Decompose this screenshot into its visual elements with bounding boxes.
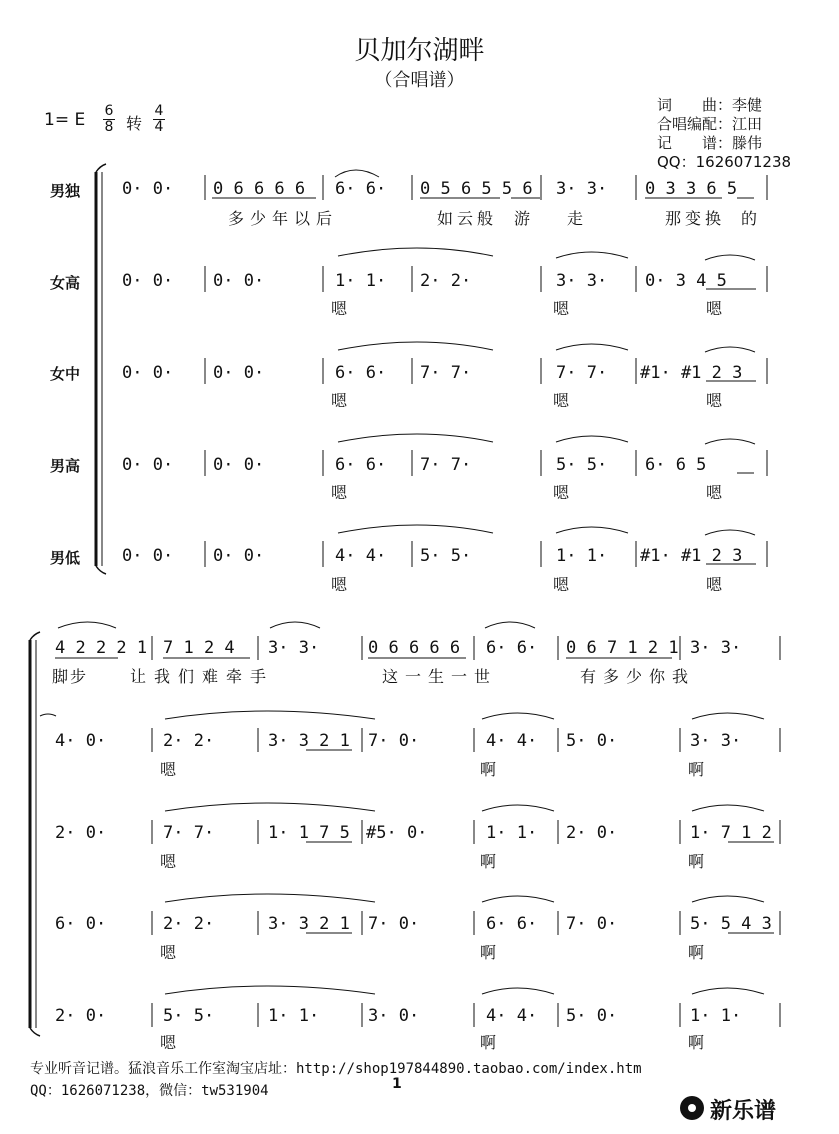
measure: 1· 1· xyxy=(486,823,538,843)
lyric: 嗯 xyxy=(331,575,348,594)
part-label: 女中 xyxy=(50,365,81,383)
lyric: 嗯 xyxy=(706,299,723,318)
measure: 0· 0· xyxy=(213,455,265,475)
measure: 5· 5· xyxy=(556,455,608,475)
measure: 0 6 6 6 6 xyxy=(213,179,306,199)
measure: 0· 0· xyxy=(213,546,265,566)
measure: 7· 7· xyxy=(556,363,608,383)
meter2-top: 4 xyxy=(154,103,164,119)
measure: 0· 3 4 5 xyxy=(645,271,727,291)
measure: 0· 0· xyxy=(122,271,174,291)
song-subtitle: （合唱谱） xyxy=(374,70,465,91)
measure: #1· #1 2 3 xyxy=(640,546,743,566)
lyric: 啊 xyxy=(688,943,705,962)
measure: 0 3 3 6 5 xyxy=(645,179,738,199)
measure: 2· 2· xyxy=(420,271,472,291)
measure: 1· 1 7 5 xyxy=(268,823,350,843)
lyric: 啊 xyxy=(480,852,497,871)
measure: 0· 0· xyxy=(122,455,174,475)
lyric: 嗯 xyxy=(553,575,570,594)
credit-line: 合唱编配：江田 xyxy=(657,115,763,133)
measure: 5· 5· xyxy=(420,546,472,566)
lyric: 啊 xyxy=(688,760,705,779)
measure: 0· 0· xyxy=(213,271,265,291)
measure: 5· 0· xyxy=(566,731,618,751)
measure: 5· 5 4 3 xyxy=(690,914,772,934)
lyric: 那变换 xyxy=(665,209,726,228)
measure: 7· 7· xyxy=(420,455,472,475)
lyric: 嗯 xyxy=(160,1033,177,1052)
lyric: 嗯 xyxy=(160,760,177,779)
measure: 1· 1· xyxy=(268,1006,320,1026)
lyric: 嗯 xyxy=(160,943,177,962)
measure: 6· 6· xyxy=(486,914,538,934)
lyric: 有多少你我 xyxy=(580,667,696,686)
measure: 6· 0· xyxy=(55,914,107,934)
measure: 7· 0· xyxy=(368,731,420,751)
measure: 2· 0· xyxy=(55,1006,107,1026)
measure: 1· 1· xyxy=(690,1006,742,1026)
measure: 7 1 2 4 xyxy=(163,638,235,658)
measure: 3· 3· xyxy=(690,731,742,751)
key-signature: 1= E xyxy=(44,110,86,130)
part-label: 男独 xyxy=(50,182,81,200)
measure: 4· 0· xyxy=(55,731,107,751)
lyric: 嗯 xyxy=(160,852,177,871)
meter2-bottom: 4 xyxy=(154,119,164,135)
measure: 1· 1· xyxy=(556,546,608,566)
credit-line: 词 曲：李健 xyxy=(657,96,763,114)
measure: 5· 0· xyxy=(566,1006,618,1026)
music-disc-icon xyxy=(680,1096,704,1120)
lyric: 的 xyxy=(741,209,758,228)
measure: 4· 4· xyxy=(486,1006,538,1026)
lyric: 嗯 xyxy=(706,575,723,594)
lyric: 嗯 xyxy=(553,483,570,502)
measure: 5· 5· xyxy=(163,1006,215,1026)
measure: 6· 6· xyxy=(335,179,387,199)
measure: 7· 0· xyxy=(566,914,618,934)
measure: 1· 7 1 2 xyxy=(690,823,772,843)
part-label: 男低 xyxy=(50,549,81,567)
measure: 2· 2· xyxy=(163,914,215,934)
footer-contact: QQ：1626071238，微信：tw531904 xyxy=(30,1083,269,1099)
measure: 4· 4· xyxy=(486,731,538,751)
meter-change-label: 转 xyxy=(126,114,143,133)
lyric: 啊 xyxy=(480,943,497,962)
measure: 3· 3· xyxy=(268,638,320,658)
measure: 3· 3· xyxy=(556,271,608,291)
brand-logo xyxy=(710,1094,776,1125)
lyric: 走 xyxy=(567,209,584,228)
lyric: 嗯 xyxy=(331,391,348,410)
measure: 3· 3 2 1 xyxy=(268,914,350,934)
meter1-bottom: 8 xyxy=(104,119,114,135)
lyric: 多少年以后 xyxy=(228,209,339,228)
measure: 6· 6· xyxy=(335,455,387,475)
lyric: 如云般 xyxy=(437,209,498,228)
measure: 2· 0· xyxy=(55,823,107,843)
lyric: 啊 xyxy=(480,1033,497,1052)
measure: 7· 7· xyxy=(163,823,215,843)
measure: 6· 6· xyxy=(486,638,538,658)
measure: 0· 0· xyxy=(122,179,174,199)
measure: 0 6 6 6 6 xyxy=(368,638,461,658)
measure: 4 2 2 2 1 xyxy=(55,638,148,658)
lyric: 啊 xyxy=(480,760,497,779)
measure: 6· 6 5 xyxy=(645,455,707,475)
measure: 4· 4· xyxy=(335,546,387,566)
lyric: 这一生一世 xyxy=(382,667,498,686)
measure: 0· 0· xyxy=(122,363,174,383)
page-number: 1 xyxy=(392,1076,402,1092)
lyric: 啊 xyxy=(688,852,705,871)
lyric: 嗯 xyxy=(331,483,348,502)
measure: 2· 0· xyxy=(566,823,618,843)
lyric: 嗯 xyxy=(553,391,570,410)
part-label: 女高 xyxy=(50,274,81,292)
part-label: 男高 xyxy=(50,457,81,475)
measure: 0· 0· xyxy=(122,546,174,566)
lyric: 嗯 xyxy=(706,391,723,410)
measure: 0 6 7 1 2 1 xyxy=(566,638,679,658)
meter1-top: 6 xyxy=(104,103,114,119)
measure: 0· 0· xyxy=(213,363,265,383)
song-title: 贝加尔湖畔 xyxy=(354,36,485,66)
lyric: 脚步 xyxy=(52,667,89,686)
lyric: 啊 xyxy=(688,1033,705,1052)
lyric: 嗯 xyxy=(553,299,570,318)
measure: #5· 0· xyxy=(366,823,428,843)
measure: 6· 6· xyxy=(335,363,387,383)
lyric: 让我们难牵手 xyxy=(130,667,275,686)
measure: 1· 1· xyxy=(335,271,387,291)
lyric: 嗯 xyxy=(331,299,348,318)
measure: 3· 3 2 1 xyxy=(268,731,350,751)
measure: 7· 7· xyxy=(420,363,472,383)
lyric: 嗯 xyxy=(706,483,723,502)
measure: #1· #1 2 3 xyxy=(640,363,743,383)
measure: 3· 0· xyxy=(368,1006,420,1026)
measure: 3· 3· xyxy=(556,179,608,199)
footer-shop-link[interactable]: 专业听音记谱。猛浪音乐工作室淘宝店址：http://shop197844890.taobao.com/index.htm xyxy=(30,1061,642,1077)
measure: 2· 2· xyxy=(163,731,215,751)
brand-name: 新乐谱 xyxy=(710,1099,777,1124)
measure: 3· 3· xyxy=(690,638,742,658)
measure: 0 5 6 5 5 6 xyxy=(420,179,533,199)
credit-line: 记 谱：滕伟 xyxy=(657,134,763,152)
credit-line: QQ：1626071238 xyxy=(657,153,792,171)
measure: 7· 0· xyxy=(368,914,420,934)
lyric: 游 xyxy=(514,209,531,228)
